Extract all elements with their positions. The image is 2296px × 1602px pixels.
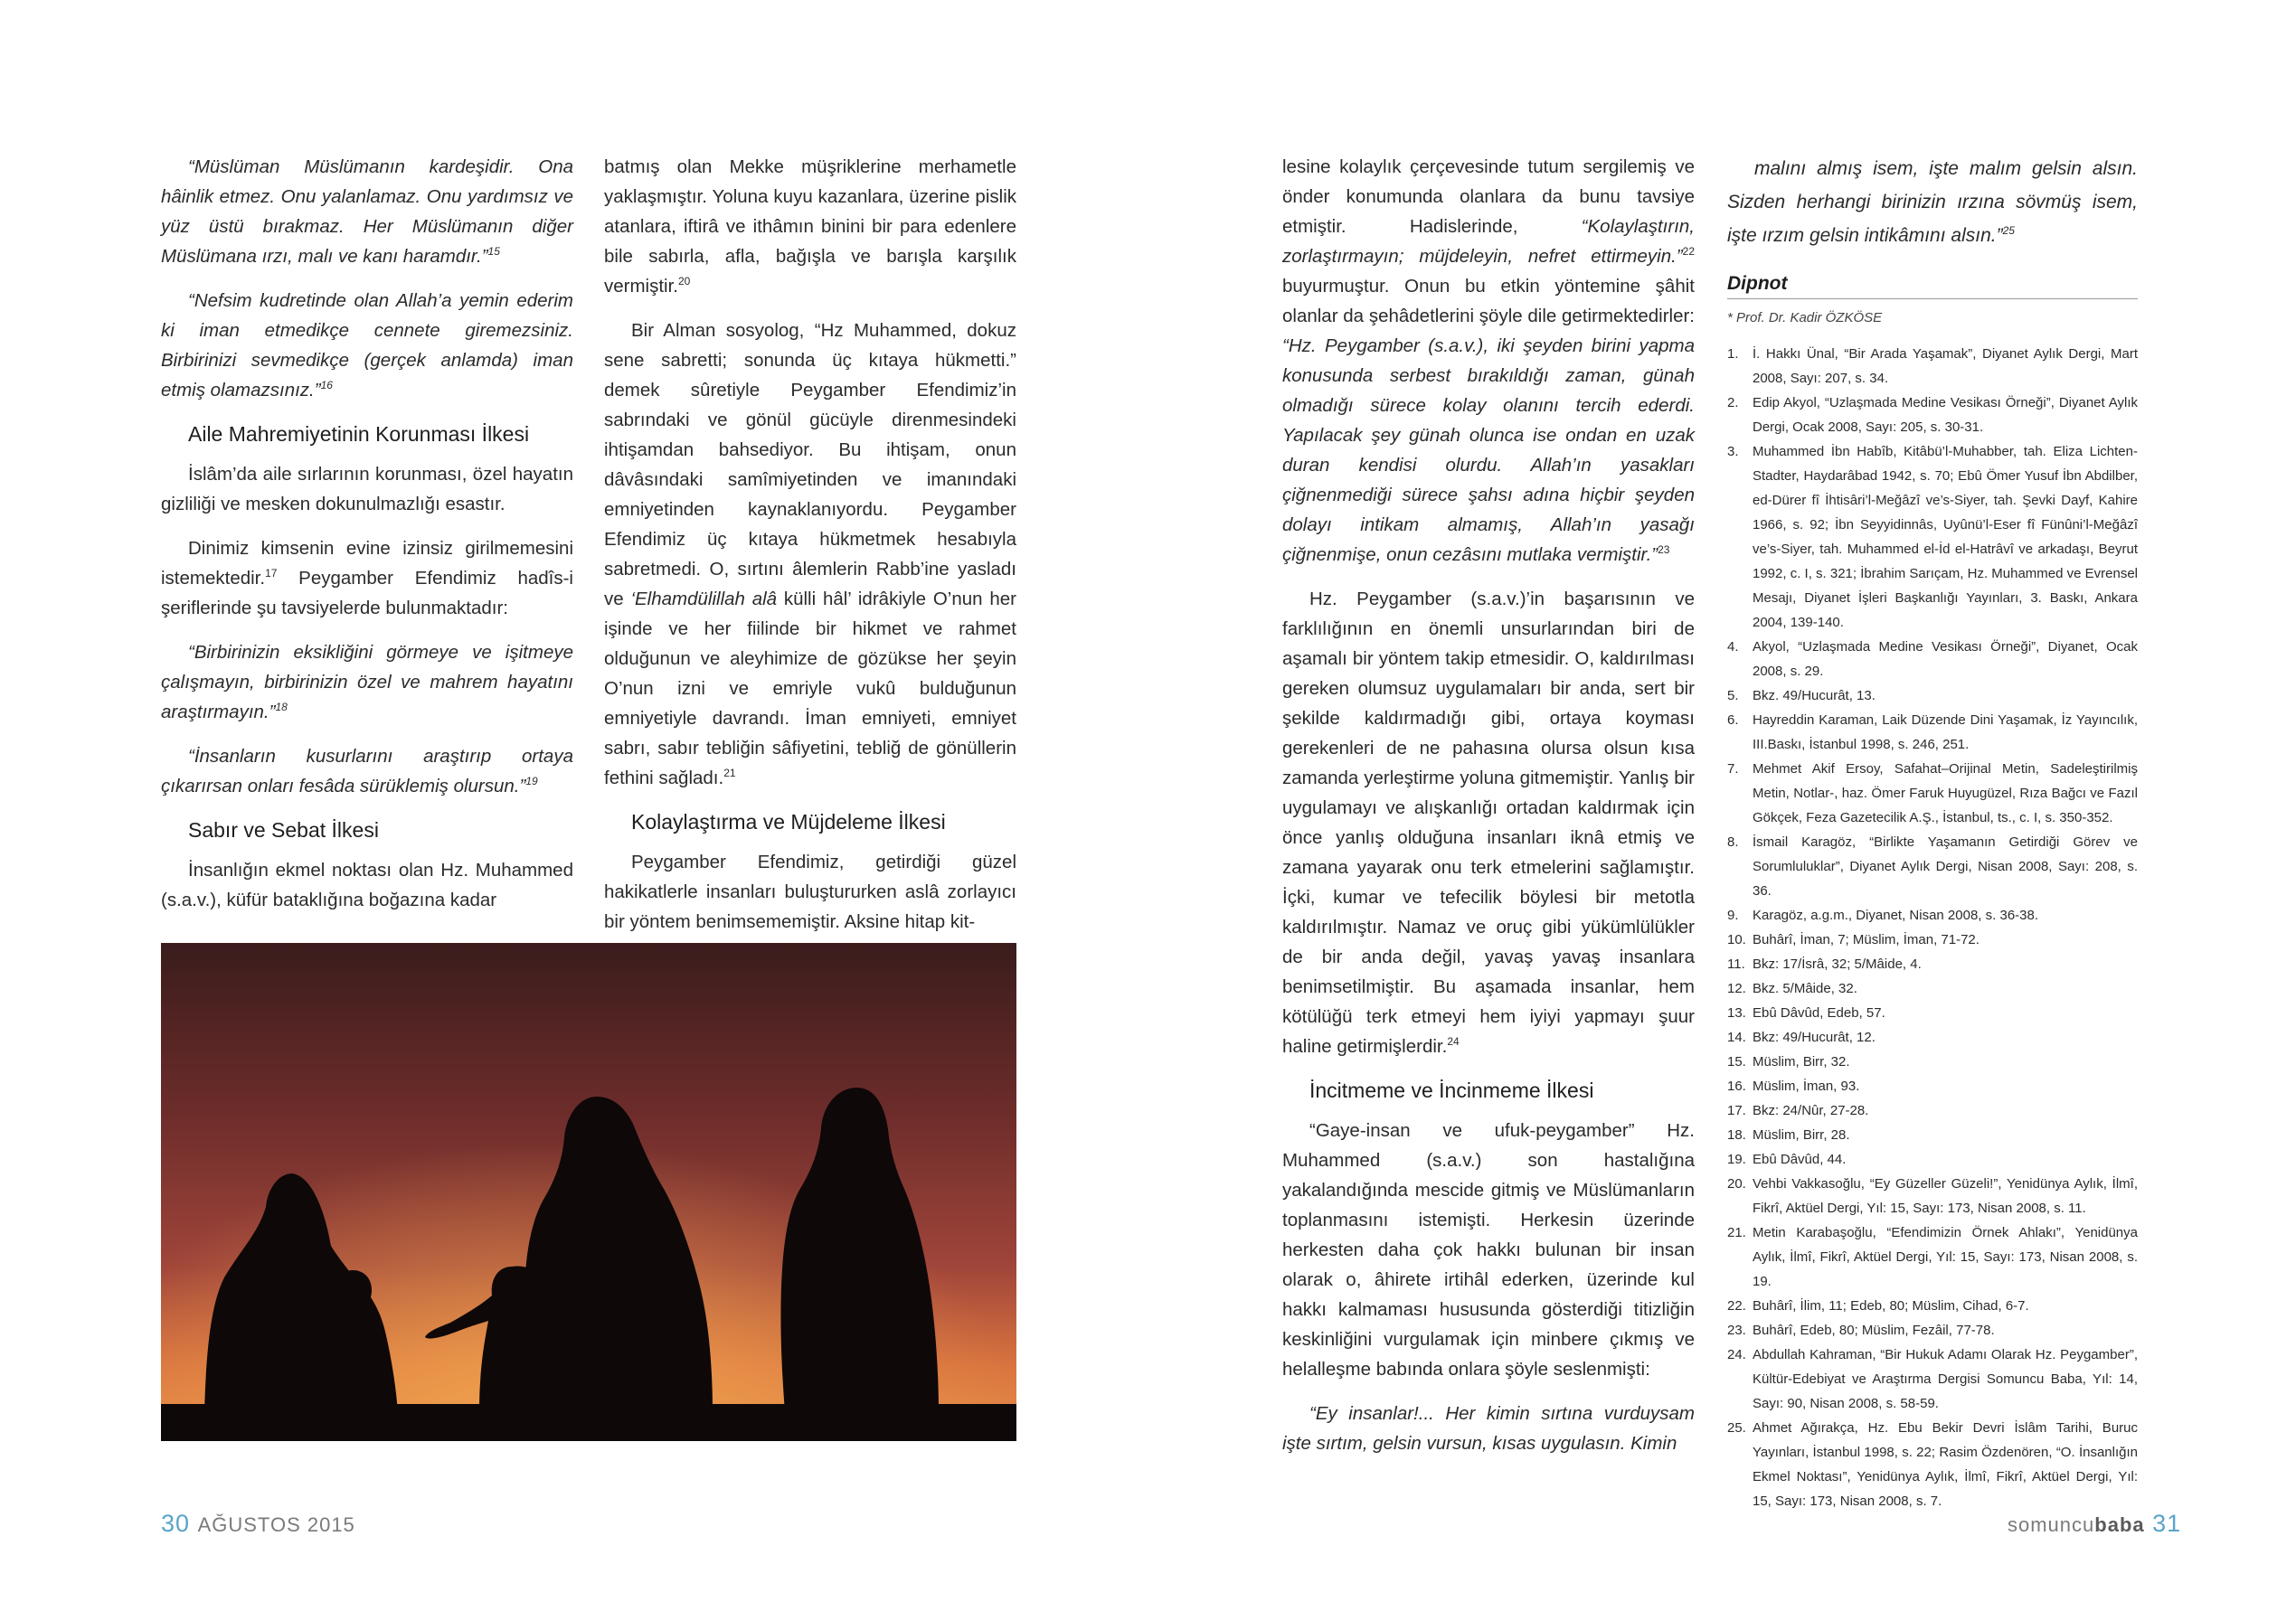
quote: malını almış isem, işte malım gelsin alsın. Sizden herhangi birinizin ırzına sövmüş isem, işte ırzım gelsin intikâmını alsın.”$^{25}$	[1727, 158, 2138, 246]
footnote-item	[1727, 1318, 2138, 1343]
footnote-number: 12.	[1727, 981, 1746, 996]
quote: “İnsanların kusurlarını araştırıp ortaya çıkarırsan onları fesâda sürüklemiş olursun.”$^{19}$	[161, 746, 573, 796]
footnote-item	[1727, 1050, 2138, 1074]
footnote-item	[1727, 1416, 2138, 1513]
footnote-text: Buhârî, Edeb, 80; Müslim, Fezâil, 77-78.	[1753, 1323, 1995, 1338]
footnote-item	[1727, 1172, 2138, 1220]
footnote-number: 23.	[1727, 1323, 1746, 1338]
footnote-number: 24.	[1727, 1347, 1746, 1362]
footnote-list	[1727, 342, 2138, 1513]
footnote-number: 15.	[1727, 1054, 1746, 1070]
footnote-item	[1727, 976, 2138, 1001]
footnote-number: 7.	[1727, 761, 1739, 777]
right-folio	[2008, 1510, 2181, 1538]
paragraph: İnsanlığın ekmel noktası olan Hz. Muhammed (s.a.v.), küfür bataklığına boğazına kadar	[161, 860, 573, 910]
footnote-text: İ. Hakkı Ünal, “Bir Arada Yaşamak”, Diyanet Aylık Dergi, Mart 2008, Sayı: 207, s. 34.	[1753, 346, 2138, 386]
footnote-number: 20.	[1727, 1176, 1746, 1192]
author-note: * Prof. Dr. Kadir ÖZKÖSE	[1727, 298, 2138, 333]
paragraph: batmış olan Mekke müşriklerine merhametle yaklaşmıştır. Yoluna kuyu kazanlara, üzerine pislik atanlara, iftirâ ve ithâmın binini bir para edenlere bile sabırla, afla, bağışla ve barışla karşılık vermiştir.$^{20}$	[604, 156, 1016, 297]
footnote-text: Bkz: 24/Nûr, 27-28.	[1753, 1103, 1869, 1118]
footnote-number: 21.	[1727, 1225, 1746, 1240]
footnote-item	[1727, 928, 2138, 952]
footnote-number: 3.	[1727, 444, 1739, 459]
paragraph: Dinimiz kimsenin evine izinsiz girilmemesini istemektedir.$^{17}$ Peygamber Efendimiz hadîs-i şeriflerinde şu tavsiyelerde bulunmaktadır:	[161, 538, 573, 618]
footnote-text: Muhammed İbn Habîb, Kitâbü’l-Muhabber, tah. Eliza Lichten-Stadter, Haydarâbad 1942, s. 70; Ebû Ömer Yusuf İbn Abdilber, ed-Dürer fî İhtisâri’l-Meğâzî ve’s-Siyer, tah. Şevki Dayf, Kahire 1966, s. 92; İbn Seyyidinnâs, Uyûnü’l-Eser fî Fünûni’l-Meğâzî ve’s-Siyer, tah. Muhammed el-İd el-Hatrâvî ve arkadaşı, Beyrut 1992, c. I, s. 321; İbrahim Sarıçam, Hz. Muhammed ve Evrensel Mesajı, Diyanet İşleri Başkanlığı Yayınları, 3. Baskı, Ankara 2004, 139-140.	[1753, 444, 2139, 630]
left-column-2	[604, 152, 1016, 951]
quote: “Müslüman Müslümanın kardeşidir. Ona hâinlik etmez. Onu yalanlamaz. Onu yardımsız ve yüz üstü bırakmaz. Her Müslümanın diğer Müslümana ırzı, malı ve kanı haramdır.”$^{15}$	[161, 156, 573, 267]
footnote-text: Müslim, İman, 93.	[1753, 1079, 1860, 1094]
footnote-number: 17.	[1727, 1103, 1746, 1118]
footnote-number: 19.	[1727, 1152, 1746, 1167]
quote: “Birbirinizin eksikliğini görmeye ve işitmeye çalışmayın, birbirinizin özel ve mahrem hayatını araştırmayın.”$^{18}$	[161, 642, 573, 722]
left-folio	[161, 1510, 355, 1538]
paragraph: Bir Alman sosyolog, “Hz Muhammed, dokuz sene sabretti; sonunda üç kıtaya hükmetti.” demek sûretiyle Peygamber Efendimiz’in sabrındaki ve gönül gücüyle direnmesindeki ihtişamdan bahsediyor. Bu ihtişam, onun dâvâsındaki samîmiyetinden ve imanındaki emniyetinden kaynaklanıyordu. Peygamber Efendimiz üç kıtaya hükmetmek hesabıyla sabretmedi. O, sırtını âlemlerin Rabb’ine yasladı ve ‘Elhamdülillah alâ külli hâl’ idrâkiyle O’nun her işinde ve her fiilinde bir hikmet ve rahmet olduğunun ve aleyhimize de gözükse her şeyin O’nun izni ve emriyle vukû bulduğunun emniyetiyle davrandı. İman emniyeti, emniyet sabrı, sabır tebliğin sâfiyetini, tebliğ de gönüllerin fethini sağladı.$^{21}$	[604, 320, 1016, 788]
footnote-item	[1727, 1025, 2138, 1050]
paragraph: lesine kolaylık çerçevesinde tutum sergilemiş ve önder konumunda olanlara da bunu tavsiye etmiştir. Hadislerinde, “Kolaylaştırın, zorlaştırmayın; müjdeleyin, nefret ettirmeyin.”$^{22}$ buyurmuştur. Onun bu etkin yöntemine şâhit olanlar da şehâdetlerini şöyle dile getirmektedirler: “Hz. Peygamber (s.a.v.), iki şeyden birini yapma konusunda serbest bırakıldığı zaman, günah olmadığı sürece kolay olanını tercih ederdi. Yapılacak şey günah olunca ise ondan en uzak duran kendisi olurdu. Allah’ın yasakları çiğnenmediği sürece şahsı adına hiçbir şeyden dolayı intikam almamış, Allah’ın yasağı çiğnenmişe, onun cezâsını mutlaka vermiştir.”$^{23}$	[1282, 156, 1695, 565]
footnote-item	[1727, 903, 2138, 928]
issue-label: AĞUSTOS 2015	[197, 1513, 355, 1536]
footnote-text: Müslim, Birr, 32.	[1753, 1054, 1850, 1070]
footnote-item	[1727, 830, 2138, 903]
footnote-text: Bkz: 17/İsrâ, 32; 5/Mâide, 4.	[1753, 956, 1922, 972]
footnote-item	[1727, 1294, 2138, 1318]
footnote-number: 5.	[1727, 688, 1739, 703]
footnote-text: Bkz. 5/Mâide, 32.	[1753, 981, 1857, 996]
sunset-silhouette-photo	[161, 943, 1016, 1441]
footnote-item	[1727, 1074, 2138, 1098]
footnote-number: 10.	[1727, 932, 1746, 947]
footnote-item	[1727, 757, 2138, 830]
left-column-1	[161, 152, 573, 929]
footnote-text: Akyol, “Uzlaşmada Medine Vesikası Örneği”, Diyanet, Ocak 2008, s. 29.	[1753, 639, 2138, 679]
footnote-item	[1727, 391, 2138, 439]
footnote-text: Hayreddin Karaman, Laik Düzende Dini Yaşamak, İz Yayıncılık, III.Baskı, İstanbul 1998, s. 246, 251.	[1753, 712, 2138, 752]
footnote-item	[1727, 439, 2138, 635]
footnote-text: Metin Karabaşoğlu, “Efendimizin Örnek Ahlakı”, Yenidünya Aylık, İlmî, Fikrî, Aktüel Dergi, Yıl: 15, Sayı: 173, Nisan 2008, s. 19.	[1753, 1225, 2138, 1289]
footnote-item	[1727, 342, 2138, 391]
footnote-item	[1727, 1123, 2138, 1147]
footnote-number: 13.	[1727, 1005, 1746, 1021]
paragraph: Hz. Peygamber (s.a.v.)’in başarısının ve farklılığının en önemli unsurlarından biri de aşamalı bir yöntem takip etmesidir. O, kaldırılması gereken olumsuz uygulamaları bir anda, sert bir şekilde kaldırmadığı gibi, ortaya koyması gerekenleri de ne pahasına olursa olsun kısa zamanda yerleştirme yoluna gitmemiştir. Yanlış bir uygulamayı ve alışkanlığı ortadan kaldırmak için önce yanlış olduğuna insanları iknâ etmiş ve zamana yayarak onu terk etmelerini sağlamıştır. İçki, kumar ve tefecilik böylesi bir metotla kaldırılmıştır. Namaz ve oruç gibi yükümlülükler de bir anda değil, yavaş yavaş insanlara benimsetilmiştir. Bu aşamada insanlar, hem kötülüğü terk etmeyi hem iyiyi yapmayı şuur haline getirmişlerdir.$^{24}$	[1282, 589, 1695, 1057]
footnote-item	[1727, 1098, 2138, 1123]
footnote-text: Edip Akyol, “Uzlaşmada Medine Vesikası Örneği”, Diyanet Aylık Dergi, Ocak 2008, Sayı: 205, s. 30-31.	[1753, 395, 2138, 435]
footnote-number: 18.	[1727, 1127, 1746, 1143]
footnote-text: Abdullah Kahraman, “Bir Hukuk Adamı Olarak Hz. Peygamber”, Kültür-Edebiyat ve Araştırma Dergisi Somuncu Baba, Yıl: 14, Sayı: 90, Nisan 2008, s. 58-59.	[1753, 1347, 2138, 1411]
footnote-number: 8.	[1727, 834, 1739, 850]
footnote-number: 6.	[1727, 712, 1739, 728]
section-heading: Sabır ve Sebat İlkesi	[188, 818, 379, 842]
footnote-item	[1727, 635, 2138, 683]
footnote-number: 4.	[1727, 639, 1739, 655]
right-column-1	[1282, 152, 1695, 1473]
footnote-text: Müslim, Birr, 28.	[1753, 1127, 1850, 1143]
footnote-item	[1727, 1147, 2138, 1172]
footnote-text: İsmail Karagöz, “Birlikte Yaşamanın Getirdiği Görev ve Sorumluluklar”, Diyanet Aylık Dergi, Nisan 2008, Sayı: 208, s. 36.	[1753, 834, 2138, 899]
paragraph: “Gaye-insan ve ufuk-peygamber” Hz. Muhammed (s.a.v.) son hastalığına yakalandığında mescide gitmiş ve Müslümanların toplanmasını istemişti. Herkesin üzerinde herkesten daha çok hakkı bulunan bir insan olarak o, âhirete irtihâl ederken, üzerinde kul hakkı kalmaması hususunda gösterdiği titizliğin keskinliğini vurgulamak için minbere çıkmış ve helalleşme babında onlara şöyle seslenmişti:	[1282, 1120, 1695, 1380]
section-heading: Aile Mahremiyetinin Korunması İlkesi	[188, 422, 530, 446]
quote: “Nefsim kudretinde olan Allah’a yemin ederim ki iman etmedikçe cennete giremezsiniz. Birbirinizi sevmedikçe (gerçek anlamda) iman etmiş olamazsınız.”$^{16}$	[161, 290, 573, 400]
footnote-number: 25.	[1727, 1420, 1746, 1436]
footnote-number: 16.	[1727, 1079, 1746, 1094]
footnote-number: 2.	[1727, 395, 1739, 410]
footnote-item	[1727, 952, 2138, 976]
footnote-text: Bkz: 49/Hucurât, 12.	[1753, 1030, 1876, 1045]
footnote-text: Ebû Dâvûd, Edeb, 57.	[1753, 1005, 1885, 1021]
page-number: 31	[2152, 1510, 2182, 1537]
footnote-number: 9.	[1727, 908, 1739, 923]
footnote-item	[1727, 708, 2138, 757]
footnote-text: Ebû Dâvûd, 44.	[1753, 1152, 1847, 1167]
section-heading: İncitmeme ve İncinmeme İlkesi	[1309, 1079, 1594, 1102]
footnote-text: Buhârî, İlim, 11; Edeb, 80; Müslim, Cihad, 6-7.	[1753, 1298, 2029, 1314]
footnote-text: Bkz. 49/Hucurât, 13.	[1753, 688, 1876, 703]
paragraph: İslâm’da aile sırlarının korunması, özel hayatın gizliliği ve mesken dokunulmazlığı esastır.	[161, 464, 573, 514]
quote: “Ey insanlar!... Her kimin sırtına vurduysam işte sırtım, gelsin vursun, kısas uygulasın. Kimin	[1282, 1403, 1695, 1454]
footnote-text: Ahmet Ağırakça, Hz. Ebu Bekir Devri İslâm Tarihi, Buruc Yayınları, İstanbul 1998, s. 22; Rasim Özdenören, “O. İnsanlığın Ekmel Noktası”, Yenidünya Aylık, İlmî, Fikrî, Aktüel Dergi, Yıl: 15, Sayı: 173, Nisan 2008, s. 7.	[1753, 1420, 2138, 1509]
footnote-item	[1727, 1343, 2138, 1416]
footnote-number: 22.	[1727, 1298, 1746, 1314]
brand-name: somuncubaba	[2008, 1513, 2145, 1536]
paragraph: Peygamber Efendimiz, getirdiği güzel hakikatlerle insanları buluştururken aslâ zorlayıcı bir yöntem benimsememiştir. Aksine hitap kit-	[604, 852, 1016, 932]
footnote-item	[1727, 683, 2138, 708]
footnote-item	[1727, 1001, 2138, 1025]
footnote-number: 1.	[1727, 346, 1739, 362]
footnotes-title: Dipnot	[1727, 273, 1788, 294]
page-number: 30	[161, 1510, 191, 1537]
footnote-number: 11.	[1727, 956, 1745, 972]
section-heading: Kolaylaştırma ve Müjdeleme İlkesi	[631, 810, 946, 834]
footnote-text: Buhârî, İman, 7; Müslim, İman, 71-72.	[1753, 932, 1979, 947]
footnote-text: Karagöz, a.g.m., Diyanet, Nisan 2008, s. 36-38.	[1753, 908, 2039, 923]
footnote-text: Vehbi Vakkasoğlu, “Ey Güzeller Güzeli!”, Yenidünya Aylık, İlmî, Fikrî, Aktüel Dergi, Yıl: 15, Sayı: 173, Nisan 2008, s. 11.	[1753, 1176, 2138, 1216]
footnote-item	[1727, 1220, 2138, 1294]
right-column-2	[1727, 152, 2138, 1513]
footnote-text: Mehmet Akif Ersoy, Safahat–Orijinal Metin, Sadeleştirilmiş Metin, Notlar-, haz. Ömer Faruk Huyugüzel, Rıza Bağcı ve Fazıl Gökçek, Feza Gazetecilik A.Ş., İstanbul, ts., c. I, s. 350-352.	[1753, 761, 2138, 825]
footnote-number: 14.	[1727, 1030, 1746, 1045]
